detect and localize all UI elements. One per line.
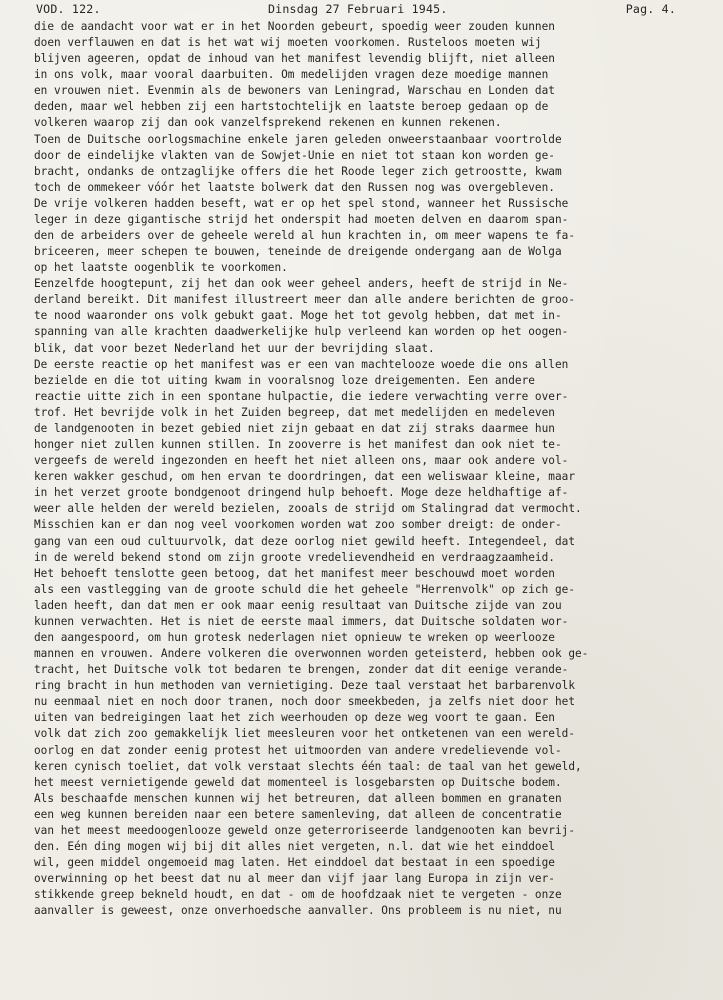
document-date: Dinsdag 27 Februari 1945. [268,2,448,16]
text-line: te nood waaronder ons volk gebukt gaat. Moge het tot gevolg hebben, dat met in- [34,309,562,323]
text-line: Als beschaafde menschen kunnen wij het betreuren, dat alleen bommen en granaten [34,791,562,805]
text-line: reactie uitte zich in een spontane hulpactie, die iedere verwachting verre over- [34,389,569,403]
text-line: oorlog en dat zonder eenig protest het uitmoorden van andere vredelievende vol- [34,743,562,757]
text-line: nu eenmaal niet en noch door tranen, noch door smeekbeden, ja zelfs niet door het [34,695,575,709]
text-line: Toen de Duitsche oorlogsmachine enkele jaren geleden onweerstaanbaar voortrolde [34,132,562,146]
text-line: leger in deze gigantische strijd het onderspit had moeten delven en daarom span- [34,212,569,226]
text-line: in de wereld bekend stond om zijn groote vredelievendheid en verdraagzaamheid. [34,550,555,564]
text-line: overwinning op het beest dat nu al meer dan vijf jaar lang Europa in zijn ver- [34,872,555,886]
text-line: keren wakker geschud, om hen ervan te doordringen, dat een weliswaar kleine, maar [34,470,575,484]
text-line: een weg kunnen bereiden naar een betere samenleving, dat alleen de concentratie [34,807,562,821]
text-line: bezielde en die tot uiting kwam in vooralsnog loze dreigementen. Een andere [34,373,535,387]
text-line: volk dat zich zoo gemakkelijk liet meesleuren voor het ontketenen van een wereld- [34,727,575,741]
text-line: vergeefs de wereld ingezonden en heeft het niet alleen ons, maar ook andere vol- [34,454,569,468]
text-line: die de aandacht voor wat er in het Noorden gebeurt, spoedig weer zouden kunnen [34,20,555,33]
text-line: den. Eén ding mogen wij bij dit alles niet vergeten, n.l. dat wie het einddoel [34,839,555,853]
text-line: derland bereikt. Dit manifest illustreert meer dan alle andere berichten de groo- [34,293,575,307]
text-line: weer alle helden der wereld bezielen, zooals de strijd om Stalingrad dat vermocht. [34,502,582,516]
text-line: mannen en vrouwen. Andere volkeren die overwonnen worden geteisterd, hebben ook ge- [34,647,589,661]
text-line: Het behoeft tenslotte geen betoog, dat het manifest meer beschouwd moet worden [34,566,555,580]
text-line: blik, dat voor bezet Nederland het uur der bevrijding slaat. [34,341,435,355]
text-line: stikkende greep bekneld houdt, en dat - om de hoofdzaak niet te vergeten - onze [34,888,562,902]
text-line: Misschien kan er dan nog veel voorkomen worden wat zoo somber dreigt: de onder- [34,518,562,532]
text-line: tracht, het Duitsche volk tot bedaren te brengen, zonder dat dit eenige verande- [34,663,569,677]
text-line: als een vastlegging van de groote schuld die het geheele "Herrenvolk" op zich ge- [34,582,575,596]
text-line: aanvaller is geweest, onze onverhoedsche aanvaller. Ons probleem is nu niet, nu [34,904,562,918]
text-line: op het laatste oogenblik te voorkomen. [34,261,288,275]
text-line: uiten van bedreigingen laat het zich weerhouden op deze weg voort te gaan. Een [34,711,555,725]
text-line: honger niet zullen kunnen stillen. In zooverre is het manifest dan ook niet te- [34,438,562,452]
text-line: in het verzet groote bondgenoot dringend hulp behoeft. Moge deze heldhaftige af- [34,486,569,500]
text-line: deden, maar wel hebben zij een hartstochtelijk en laatste beroep gedaan op de [34,100,549,114]
text-line: de landgenooten in bezet gebied niet zijn gebaat en dat zij straks daarmee hun [34,421,555,435]
text-line: volkeren waarop zij dan ook vanzelfsprekend rekenen en kunnen rekenen. [34,116,502,130]
text-line: De vrije volkeren hadden beseft, wat er op het spel stond, wanneer het Russische [34,196,569,210]
text-line: en vrouwen niet. Evenmin als de bewoners van Leningrad, Warschau en Londen dat [34,84,555,98]
text-line: het meest vernietigende geweld dat momenteel is losgebarsten op Duitsche bodem. [34,775,562,789]
text-line: den aangespoord, om hun grotesk nederlagen niet opnieuw te wreken op weerlooze [34,630,555,644]
text-line: wil, geen middel ongemoeid mag laten. Het einddoel dat bestaat in een spoedige [34,856,555,870]
text-line: bracht, ondanks de ontzaglijke offers die het Roode leger zich getroostte, kwam [34,164,562,178]
text-line: den de arbeiders over de geheele wereld al hun krachten in, om meer wapens te fa- [34,229,575,243]
text-line: briceeren, meer schepen te bouwen, teneinde de dreigende ondergang aan de Wolga [34,245,562,259]
text-line: gang van een oud cultuurvolk, dat deze oorlog niet gewild heeft. Integendeel, dat [34,534,575,548]
page-number: Pag. 4. [625,2,676,16]
text-line: kunnen verwachten. Het is niet de eerste maal immers, dat Duitsche soldaten wor- [34,614,569,628]
page-header [36,0,676,18]
text-line: ring bracht in hun methoden van vernietiging. Deze taal verstaat het barbarenvolk [34,679,575,693]
text-line: doen verflauwen en dat is het wat wij moeten voorkomen. Rusteloos moeten wij [34,36,542,50]
text-line: keren cynisch toeliet, dat volk verstaat slechts één taal: de taal van het geweld, [34,759,582,773]
text-line: door de eindelijke vlakten van de Sowjet-Unie en niet tot staan kon worden ge- [34,148,555,162]
text-line: in ons volk, maar vooral daarbuiten. Om medelijden vragen deze moedige mannen [34,68,549,82]
text-line: trof. Het bevrijde volk in het Zuiden begreep, dat met medelijden en medeleven [34,405,555,419]
text-line: toch de ommekeer vóór het laatste bolwerk dat den Russen nog was overgebleven. [34,180,555,194]
document-number: VOD. 122. [36,2,101,16]
text-line: spanning van alle krachten daadwerkelijke hulp verleend kan worden op het oogen- [34,325,569,339]
text-line: van het meest meedoogenlooze geweld onze geterroriseerde landgenooten kan bevrij- [34,823,575,837]
text-line: blijven ageeren, opdat de inhoud van het manifest levendig blijft, niet alleen [34,52,555,66]
text-line: De eerste reactie op het manifest was er een van machtelooze woede die ons allen [34,357,569,371]
text-line: Eenzelfde hoogtepunt, zij het dan ook weer geheel anders, heeft de strijd in Ne- [34,277,569,291]
body-text [34,19,684,919]
text-line: laden heeft, dan dat men er ook maar eenig resultaat van Duitsche zijde van zou [34,598,562,612]
